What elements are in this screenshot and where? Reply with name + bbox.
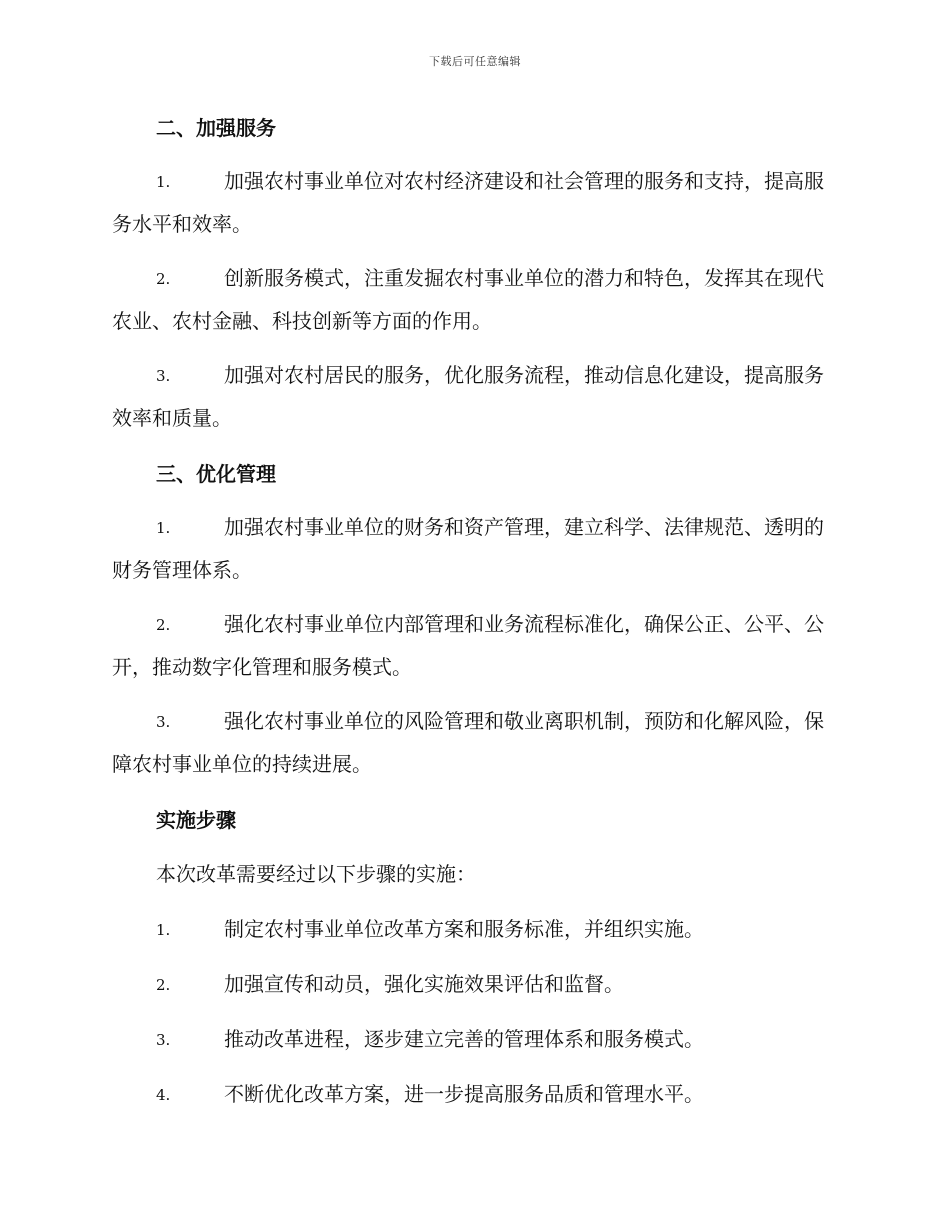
- list-text: 强化农村事业单位内部管理和业务流程标准化，确保公正、公平、公开，推动数字化管理和服务模式。: [112, 612, 824, 679]
- list-item: [112, 1018, 834, 1061]
- list-item: [112, 908, 834, 951]
- list-number: 3.: [156, 1031, 171, 1049]
- list-item: [112, 1073, 834, 1116]
- list-text: 制定农村事业单位改革方案和服务标准，并组织实施。: [224, 917, 704, 941]
- list-item: [112, 257, 834, 342]
- list-number: 1.: [156, 519, 171, 537]
- section-heading-implementation-steps: 实施步骤: [156, 808, 236, 832]
- list-text: 不断优化改革方案，进一步提高服务品质和管理水平。: [224, 1082, 704, 1106]
- list-text: 创新服务模式，注重发掘农村事业单位的潜力和特色，发挥其在现代农业、农村金融、科技创新等方面的作用。: [112, 266, 824, 333]
- list-text: 加强农村事业单位的财务和资产管理，建立科学、法律规范、透明的财务管理体系。: [112, 515, 824, 582]
- list-number: 1.: [156, 173, 171, 191]
- page-header: 下载后可任意编辑: [429, 55, 521, 68]
- list-item: [112, 963, 834, 1006]
- list-number: 2.: [156, 616, 171, 634]
- list-number: 3.: [156, 713, 171, 731]
- section-heading-strengthen-service: 二、加强服务: [156, 116, 276, 140]
- list-number: 1.: [156, 921, 171, 939]
- list-item: [112, 354, 834, 439]
- intro-paragraph: 本次改革需要经过以下步骤的实施：: [156, 862, 476, 886]
- list-text: 加强宣传和动员，强化实施效果评估和监督。: [224, 972, 624, 996]
- list-number: 2.: [156, 270, 171, 288]
- section-heading-optimize-management: 三、优化管理: [156, 462, 276, 486]
- list-number: 4.: [156, 1086, 171, 1104]
- list-item: [112, 506, 834, 591]
- list-text: 加强农村事业单位对农村经济建设和社会管理的服务和支持，提高服务水平和效率。: [112, 169, 824, 236]
- list-item: [112, 603, 834, 688]
- list-number: 2.: [156, 976, 171, 994]
- list-item: [112, 700, 834, 785]
- list-text: 加强对农村居民的服务，优化服务流程，推动信息化建设，提高服务效率和质量。: [112, 363, 824, 430]
- list-number: 3.: [156, 367, 171, 385]
- list-text: 强化农村事业单位的风险管理和敬业离职机制，预防和化解风险，保障农村事业单位的持续进展。: [112, 709, 824, 776]
- list-item: [112, 160, 834, 245]
- list-text: 推动改革进程，逐步建立完善的管理体系和服务模式。: [224, 1027, 704, 1051]
